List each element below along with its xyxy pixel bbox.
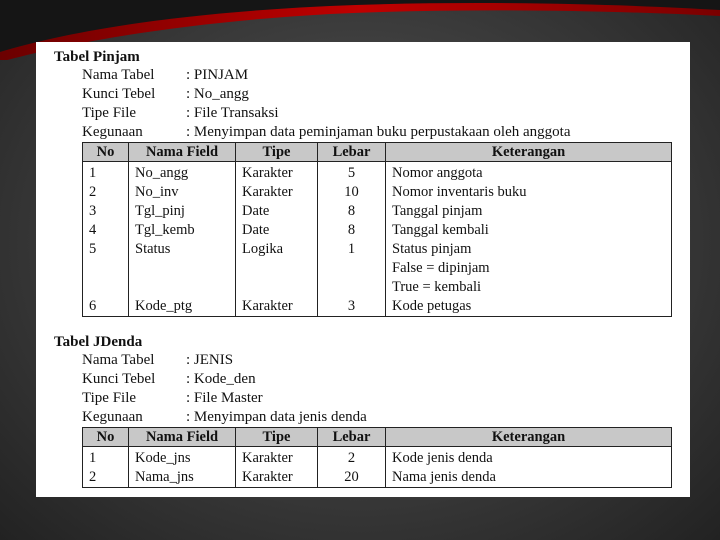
meta-key: Kunci Tebel <box>82 371 156 387</box>
cell-tipe: Karakter <box>236 183 318 202</box>
cell-keterangan: Nomor anggota <box>386 162 672 184</box>
cell-tipe: Karakter <box>236 447 318 469</box>
cell-field: Status <box>129 240 236 297</box>
header-field: Nama Field <box>129 428 236 447</box>
cell-keterangan: Tanggal kembali <box>386 221 672 240</box>
cell-lebar: 20 <box>318 468 386 488</box>
table-row <box>83 468 672 488</box>
cell-field: Kode_jns <box>129 447 236 469</box>
header-no: No <box>83 143 129 162</box>
table-row <box>83 240 672 297</box>
cell-keterangan: Tanggal pinjam <box>386 202 672 221</box>
keterangan-line: False = dipinjam <box>392 260 490 276</box>
cell-keterangan: Kode jenis denda <box>386 447 672 469</box>
table-header-row <box>83 143 672 162</box>
cell-no: 4 <box>83 221 129 240</box>
meta-key: Tipe File <box>82 390 137 406</box>
cell-field: Tgl_pinj <box>129 202 236 221</box>
meta-value: : File Transaksi <box>186 105 279 121</box>
field-table <box>82 427 672 488</box>
meta-value: : No_angg <box>186 86 249 102</box>
keterangan-line: Status pinjam <box>392 241 472 257</box>
cell-no: 6 <box>83 297 129 317</box>
cell-tipe: Karakter <box>236 468 318 488</box>
cell-no: 2 <box>83 183 129 202</box>
cell-lebar: 5 <box>318 162 386 184</box>
field-table <box>82 142 672 317</box>
header-lebar: Lebar <box>318 428 386 447</box>
cell-tipe: Logika <box>236 240 318 297</box>
header-tipe: Tipe <box>236 143 318 162</box>
header-no: No <box>83 428 129 447</box>
cell-tipe: Karakter <box>236 297 318 317</box>
cell-no: 3 <box>83 202 129 221</box>
meta-key: Kegunaan <box>82 409 143 425</box>
table-row <box>83 221 672 240</box>
cell-lebar: 8 <box>318 221 386 240</box>
meta-key: Kunci Tebel <box>82 86 156 102</box>
header-lebar: Lebar <box>318 143 386 162</box>
meta-value: : Kode_den <box>186 371 256 387</box>
cell-lebar: 10 <box>318 183 386 202</box>
cell-field: Nama_jns <box>129 468 236 488</box>
cell-field: No_angg <box>129 162 236 184</box>
document-page <box>36 42 690 497</box>
cell-field: Kode_ptg <box>129 297 236 317</box>
section-title: Tabel Pinjam <box>54 49 140 65</box>
cell-tipe: Date <box>236 221 318 240</box>
header-field: Nama Field <box>129 143 236 162</box>
header-keterangan: Keterangan <box>386 428 672 447</box>
meta-key: Kegunaan <box>82 124 143 140</box>
cell-keterangan <box>386 240 672 297</box>
meta-key: Tipe File <box>82 105 137 121</box>
header-tipe: Tipe <box>236 428 318 447</box>
cell-keterangan: Kode petugas <box>386 297 672 317</box>
meta-value: : File Master <box>186 390 263 406</box>
table-row <box>83 297 672 317</box>
table-row <box>83 162 672 184</box>
cell-no: 2 <box>83 468 129 488</box>
cell-no: 5 <box>83 240 129 297</box>
cell-keterangan: Nama jenis denda <box>386 468 672 488</box>
cell-no: 1 <box>83 162 129 184</box>
cell-lebar: 3 <box>318 297 386 317</box>
section-title: Tabel JDenda <box>54 334 143 350</box>
table-header-row <box>83 428 672 447</box>
cell-tipe: Date <box>236 202 318 221</box>
meta-value: : JENIS <box>186 352 234 368</box>
meta-value: : PINJAM <box>186 67 249 83</box>
meta-value: : Menyimpan data peminjaman buku perpustakaan oleh anggota <box>186 124 571 140</box>
cell-no: 1 <box>83 447 129 469</box>
cell-lebar: 1 <box>318 240 386 297</box>
cell-lebar: 2 <box>318 447 386 469</box>
header-keterangan: Keterangan <box>386 143 672 162</box>
table-row <box>83 202 672 221</box>
meta-value: : Menyimpan data jenis denda <box>186 409 367 425</box>
meta-key: Nama Tabel <box>82 67 155 83</box>
cell-field: No_inv <box>129 183 236 202</box>
meta-key: Nama Tabel <box>82 352 155 368</box>
table-row <box>83 447 672 469</box>
cell-tipe: Karakter <box>236 162 318 184</box>
keterangan-line: True = kembali <box>392 279 481 295</box>
cell-keterangan: Nomor inventaris buku <box>386 183 672 202</box>
cell-lebar: 8 <box>318 202 386 221</box>
table-row <box>83 183 672 202</box>
cell-field: Tgl_kemb <box>129 221 236 240</box>
